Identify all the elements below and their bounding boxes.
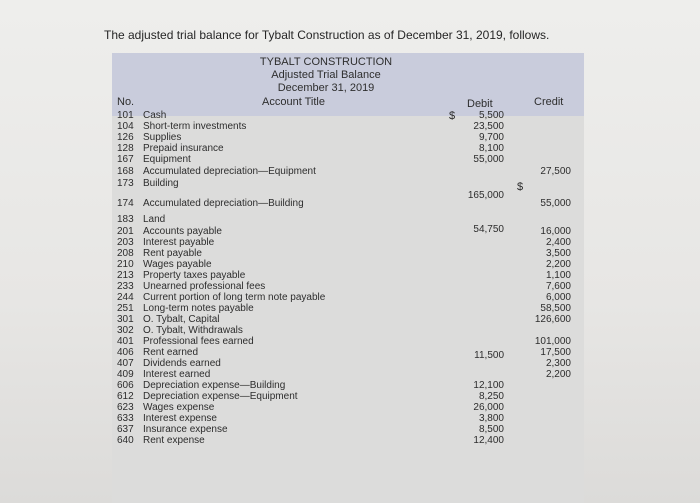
account-title: Long-term notes payable	[143, 303, 254, 314]
account-title: Accumulated depreciation—Building	[143, 198, 304, 209]
account-number: 301	[117, 314, 134, 325]
account-title: Interest payable	[143, 237, 215, 248]
account-title: Rent payable	[143, 248, 202, 259]
account-title: Interest earned	[143, 369, 211, 380]
credit-amount: 101,000	[534, 336, 571, 347]
account-number: 233	[117, 281, 134, 292]
table-row	[117, 314, 577, 325]
col-header-credit: Credit	[534, 96, 564, 108]
account-number: 183	[117, 214, 134, 225]
debit-amount: 26,000	[473, 402, 504, 413]
account-number: 623	[117, 402, 134, 413]
account-title: Equipment	[143, 154, 191, 165]
account-title: Accumulated depreciation—Equipment	[143, 166, 316, 177]
debit-dollar-sign: $	[449, 110, 456, 122]
debit-amount: 8,100	[478, 143, 504, 154]
credit-amount: 27,500	[540, 166, 571, 177]
credit-amount: 6,000	[545, 292, 571, 303]
table-row	[117, 303, 577, 314]
credit-amount: 55,000	[540, 198, 571, 209]
account-title: Land	[143, 214, 166, 225]
debit-amount: 9,700	[478, 132, 504, 143]
debit-amount: 8,250	[478, 391, 504, 402]
account-number: 174	[117, 198, 134, 209]
debit-amount: 23,500	[473, 121, 504, 132]
account-number: 210	[117, 259, 134, 270]
account-title: Supplies	[143, 132, 182, 143]
table-row	[117, 237, 577, 248]
credit-amount: 16,000	[540, 226, 571, 237]
table-row	[117, 154, 577, 165]
table-row	[117, 347, 577, 358]
account-title: Short-term investments	[143, 121, 247, 132]
table-row	[117, 402, 577, 413]
debit-amount: 11,500	[474, 350, 504, 361]
debit-amount: 12,400	[473, 435, 504, 446]
table-row	[117, 424, 577, 435]
table-row	[117, 336, 577, 347]
account-title: Rent earned	[143, 347, 199, 358]
table-row	[117, 248, 577, 259]
debit-amount: 5,500	[478, 110, 504, 121]
account-title: Wages expense	[143, 402, 215, 413]
account-number: 201	[117, 226, 134, 237]
credit-amount: 58,500	[540, 303, 571, 314]
table-row	[117, 391, 577, 402]
account-title: Property taxes payable	[143, 270, 246, 281]
account-number: 401	[117, 336, 134, 347]
debit-amount: 55,000	[473, 154, 504, 165]
table-row	[117, 292, 577, 303]
account-number: 101	[117, 110, 134, 121]
account-number: 104	[117, 121, 134, 132]
account-title: Accounts payable	[143, 226, 222, 237]
credit-amount: 2,400	[545, 237, 571, 248]
credit-amount: 2,300	[545, 358, 571, 369]
account-number: 407	[117, 358, 134, 369]
account-number: 244	[117, 292, 134, 303]
account-number: 128	[117, 143, 134, 154]
account-number: 167	[117, 154, 134, 165]
account-number: 251	[117, 303, 134, 314]
table-row	[117, 121, 577, 132]
account-number: 637	[117, 424, 134, 435]
account-number: 406	[117, 347, 134, 358]
account-number: 606	[117, 380, 134, 391]
col-header-account-title: Account Title	[262, 96, 325, 108]
credit-amount: 126,600	[534, 314, 571, 325]
account-title: O. Tybalt, Withdrawals	[143, 325, 243, 336]
account-title: Professional fees earned	[143, 336, 254, 347]
company-name: TYBALT CONSTRUCTION	[259, 56, 393, 68]
account-number: 126	[117, 132, 134, 143]
report-date: December 31, 2019	[277, 82, 375, 94]
table-row	[117, 226, 577, 237]
debit-amount: 8,500	[478, 424, 504, 435]
account-title: O. Tybalt, Capital	[143, 314, 220, 325]
account-number: 633	[117, 413, 134, 424]
table-row	[117, 143, 577, 154]
account-title: Rent expense	[143, 435, 205, 446]
table-row	[117, 369, 577, 380]
credit-amount: 17,500	[540, 347, 571, 358]
table-row	[117, 259, 577, 270]
account-number: 203	[117, 237, 134, 248]
credit-dollar-sign: $	[517, 181, 524, 193]
table-row	[117, 132, 577, 143]
account-title: Dividends earned	[143, 358, 221, 369]
table-row	[117, 166, 577, 177]
col-header-no: No.	[117, 96, 135, 108]
debit-amount: 12,100	[473, 380, 504, 391]
account-title: Prepaid insurance	[143, 143, 224, 154]
table-row	[117, 281, 577, 292]
account-number: 612	[117, 391, 134, 402]
credit-amount: 2,200	[545, 259, 571, 270]
account-title: Current portion of long term note payable	[143, 292, 326, 303]
credit-amount: 7,600	[545, 281, 571, 292]
intro-text: The adjusted trial balance for Tybalt Construction as of December 31, 2019, follows.	[104, 28, 550, 42]
table-row	[117, 380, 577, 391]
account-number: 213	[117, 270, 134, 281]
table-row	[117, 413, 577, 424]
credit-amount: 2,200	[545, 369, 571, 380]
debit-amount: 3,800	[478, 413, 504, 424]
table-row	[117, 198, 577, 209]
debit-amount: 54,750	[473, 224, 504, 235]
account-number: 409	[117, 369, 134, 380]
account-title: Interest expense	[143, 413, 217, 424]
account-number: 208	[117, 248, 134, 259]
account-number: 173	[117, 178, 134, 189]
table-row	[117, 110, 577, 121]
table-row	[117, 435, 577, 446]
account-number: 168	[117, 166, 134, 177]
account-title: Cash	[143, 110, 167, 121]
col-header-debit: Debit	[467, 98, 493, 110]
account-title: Insurance expense	[143, 424, 228, 435]
report-title: Adjusted Trial Balance	[271, 69, 381, 81]
table-row	[117, 178, 577, 201]
account-title: Unearned professional fees	[143, 281, 266, 292]
account-number: 640	[117, 435, 134, 446]
account-number: 302	[117, 325, 134, 336]
account-title: Building	[143, 178, 179, 189]
account-title: Wages payable	[143, 259, 212, 270]
table-row	[117, 270, 577, 281]
credit-amount: 3,500	[545, 248, 571, 259]
table-row	[117, 358, 577, 369]
account-title: Depreciation expense—Equipment	[143, 391, 298, 402]
account-title: Depreciation expense—Building	[143, 380, 286, 391]
credit-amount: 1,100	[545, 270, 571, 281]
debit-amount: 165,000	[467, 190, 504, 201]
